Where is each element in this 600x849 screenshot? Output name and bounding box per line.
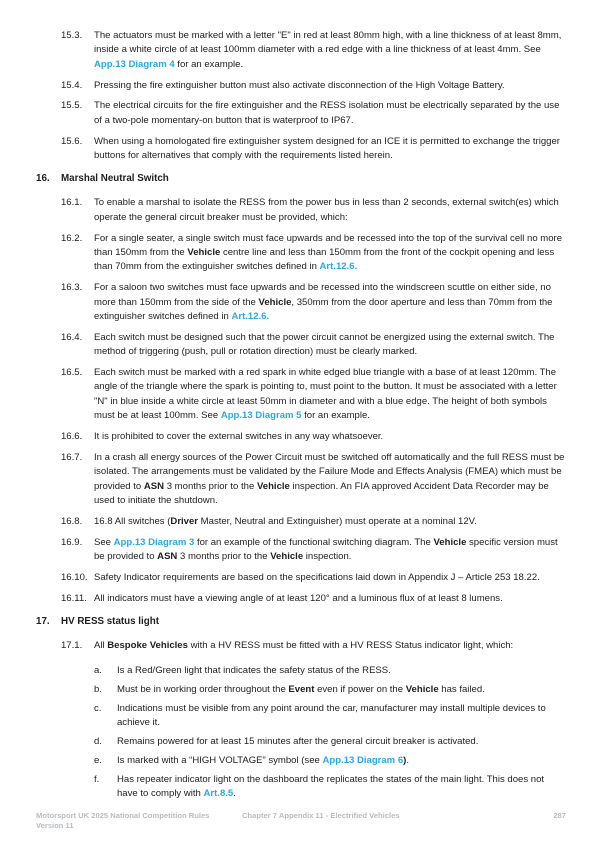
text-run: centre line and less than 150mm from the front of the cockpit opening and less than 70mm from the extinguisher switches defined in xyxy=(94,246,555,273)
text-run: 3 months prior to the xyxy=(177,550,271,562)
footer-chapter: Chapter 7 Appendix 11 - Electrified Vehicles xyxy=(242,811,400,820)
rule-item xyxy=(0,99,566,128)
defined-term: Vehicle xyxy=(405,684,439,696)
rule-subitem xyxy=(0,683,566,697)
rule-item xyxy=(0,592,566,606)
rule-subitem xyxy=(0,735,566,749)
defined-term: ) xyxy=(403,754,407,766)
rule-subitem xyxy=(0,754,566,768)
section-title: HV RESS status light xyxy=(61,615,159,627)
rule-item xyxy=(0,430,566,444)
rule-item xyxy=(0,515,566,529)
rule-number: 16.9. xyxy=(61,536,83,548)
text-run: Each switch must be designed such that the power circuit cannot be energized using the external switch. The method of triggering (push, pull or rotation direction) must be clearly marked. xyxy=(94,331,555,358)
text-run: . xyxy=(406,754,409,766)
text-run: 16.8 All switches ( xyxy=(94,515,171,527)
text-run: Must be in working order throughout the xyxy=(117,684,289,696)
footer-page-number: 287 xyxy=(553,811,566,820)
text-run: even if power on the xyxy=(314,684,406,696)
text-run: Is a Red/Green light that indicates the safety status of the RESS. xyxy=(117,665,391,677)
text-run: For a single seater, a single switch must face upwards and be recessed into the top of the survival cell no more than 150mm from the xyxy=(94,232,563,258)
rule-item xyxy=(0,451,566,509)
subitem-letter: a. xyxy=(94,665,102,677)
rule-item xyxy=(0,366,566,424)
text-run: In a crash all energy sources of the Power Circuit must be switched off automatically and the full RESS must be isolated. The arrangements must be validated by the Failure Mode and Effects Analysis (FMEA) which must be provided to xyxy=(94,451,565,492)
rule-number: 16.6. xyxy=(61,430,83,442)
cross-reference-link[interactable]: App.13 Diagram 6 xyxy=(322,754,404,766)
cross-reference-link[interactable]: App.13 Diagram 5 xyxy=(220,410,302,422)
section-number: 17. xyxy=(36,615,50,627)
defined-term: Driver xyxy=(170,515,199,527)
article-17-1-subitems xyxy=(0,664,600,801)
text-run: All indicators must have a viewing angle of at least 120° and a luminous flux of at least 8 lumens. xyxy=(94,592,503,604)
text-run: for an example. xyxy=(301,410,370,422)
subitem-letter: d. xyxy=(94,736,102,748)
cross-reference-link[interactable]: App.13 Diagram 4 xyxy=(94,58,175,70)
article-17-items xyxy=(0,639,600,653)
text-run: Is marked with a “HIGH VOLTAGE” symbol (see xyxy=(117,754,323,766)
rule-item xyxy=(0,135,566,164)
rule-number: 16.7. xyxy=(61,451,83,463)
section-heading-16 xyxy=(0,172,600,186)
rule-number: 15.4. xyxy=(61,79,83,91)
rule-number: 15.3. xyxy=(61,30,83,41)
rule-number: 16.3. xyxy=(61,282,83,294)
defined-term: Event xyxy=(288,684,315,696)
rule-item xyxy=(0,232,566,275)
rule-subitem xyxy=(0,664,566,678)
rule-item xyxy=(0,571,566,585)
rule-number: 16.5. xyxy=(61,366,83,378)
text-run: Safety Indicator requirements are based on the specifications laid down in Appendix J – Article 253 18.22. xyxy=(94,571,540,583)
text-run: has failed. xyxy=(438,684,485,696)
text-run: inspection. xyxy=(303,550,352,562)
subitem-letter: b. xyxy=(94,684,102,696)
defined-term: Vehicle xyxy=(256,480,290,492)
text-run: All xyxy=(94,639,108,651)
page-content xyxy=(0,29,600,806)
cross-reference-link[interactable]: Art.8.5 xyxy=(203,788,234,800)
rule-item xyxy=(0,79,566,93)
rule-subitem xyxy=(0,773,566,802)
rule-number: 16.4. xyxy=(61,331,83,343)
text-run: Master, Neutral and Extinguisher) must operate at a nominal 12V. xyxy=(198,515,477,527)
rule-number: 16.8. xyxy=(61,515,83,527)
rule-number: 16.2. xyxy=(61,232,83,244)
text-run: The actuators must be marked with a letter "E" in red at least 80mm high, with a line thickness of at least 8mm, inside a white circle of at least 100mm diameter with a red edge with a line thickness of at least 4mm. See xyxy=(94,30,562,56)
text-run: Has repeater indicator light on the dashboard the replicates the states of the main light. This does not have to comply with xyxy=(117,773,545,800)
subitem-letter: e. xyxy=(94,754,102,766)
footer-publication: Motorsport UK 2025 National Competition Rules Version 11 xyxy=(36,811,210,830)
rule-item xyxy=(0,536,566,565)
rule-item xyxy=(0,196,566,225)
defined-term: Vehicle xyxy=(187,246,221,258)
text-run: The electrical circuits for the fire extinguisher and the RESS isolation must be electrically separated by the use of a two-pole momentary-on button that is waterproof to IP67. xyxy=(94,100,560,126)
rule-number: 15.6. xyxy=(61,135,83,147)
section-number: 16. xyxy=(36,173,50,185)
defined-term: Bespoke Vehicles xyxy=(107,639,188,651)
rule-item xyxy=(0,639,566,653)
section-heading-17 xyxy=(0,615,600,629)
rule-item xyxy=(0,331,566,360)
text-run: , 350mm from the door aperture and less than 70mm from the extinguisher switches defined in xyxy=(94,296,553,322)
text-run: specific version must be provided to xyxy=(94,536,558,562)
rule-item xyxy=(0,29,566,72)
subitem-letter: c. xyxy=(94,702,102,714)
article-15-items xyxy=(0,29,600,163)
defined-term: Vehicle xyxy=(270,550,304,562)
defined-term: Vehicle xyxy=(433,536,467,548)
article-16-items xyxy=(0,196,600,606)
cross-reference-link[interactable]: App.13 Diagram 3 xyxy=(113,536,195,548)
cross-reference-link[interactable]: Art.12.6. xyxy=(231,310,270,322)
text-run: Pressing the fire extinguisher button must also activate disconnection of the High Voltage Battery. xyxy=(94,79,505,91)
defined-term: ASN xyxy=(157,550,178,562)
cross-reference-link[interactable]: Art.12.6. xyxy=(319,261,358,273)
rule-subitem xyxy=(0,702,566,731)
section-title: Marshal Neutral Switch xyxy=(61,173,169,185)
text-run: It is prohibited to cover the external switches in any way whatsoever. xyxy=(94,430,384,442)
text-run: inspection. An FIA approved Accident Data Recorder may be used to initiate the shutdown. xyxy=(94,480,549,506)
text-run: for an example of the functional switching diagram. The xyxy=(194,536,434,548)
defined-term: Vehicle xyxy=(258,296,292,308)
text-run: See xyxy=(94,536,114,548)
text-run: Indications must be visible from any point around the car, manufacturer may install multiple devices to achieve it. xyxy=(117,702,546,729)
rule-number: 16.10. xyxy=(61,571,88,583)
text-run: . xyxy=(233,788,236,800)
text-run: For a saloon two switches must face upwards and be recessed into the windscreen scuttle on either side, no more than 150mm from the side of the xyxy=(94,282,551,308)
text-run: When using a homologated fire extinguisher system designed for an ICE it is permitted to exchange the trigger buttons for alternatives that comply with the requirements listed herein. xyxy=(94,135,560,162)
rule-number: 16.11. xyxy=(61,592,87,604)
text-run: with a HV RESS must be fitted with a HV RESS Status indicator light, which: xyxy=(187,639,514,651)
text-run: Remains powered for at least 15 minutes after the general circuit breaker is activated. xyxy=(117,736,479,748)
rule-item xyxy=(0,281,566,324)
rule-number: 16.1. xyxy=(61,197,83,209)
text-run: for an example. xyxy=(174,58,244,70)
subitem-letter: f. xyxy=(94,773,100,785)
defined-term: ASN xyxy=(143,480,165,492)
rule-number: 15.5. xyxy=(61,100,83,112)
text-run: 3 months prior to the xyxy=(164,480,257,492)
text-run: Each switch must be marked with a red spark in white edged blue triangle with a base of at least 120mm. The angle of the triangle where the spark is pointing to, must point to the button. It must be associated with a letter "N" in blue inside a white circle at least 50mm in diameter and with a blue edge. The height of both symbols must be at least 100mm. See xyxy=(94,366,557,422)
text-run: To enable a marshal to isolate the RESS from the power bus in less than 2 seconds, external switch(es) which operate the general circuit breaker must be provided, which: xyxy=(94,197,559,223)
rule-number: 17.1. xyxy=(61,639,83,651)
